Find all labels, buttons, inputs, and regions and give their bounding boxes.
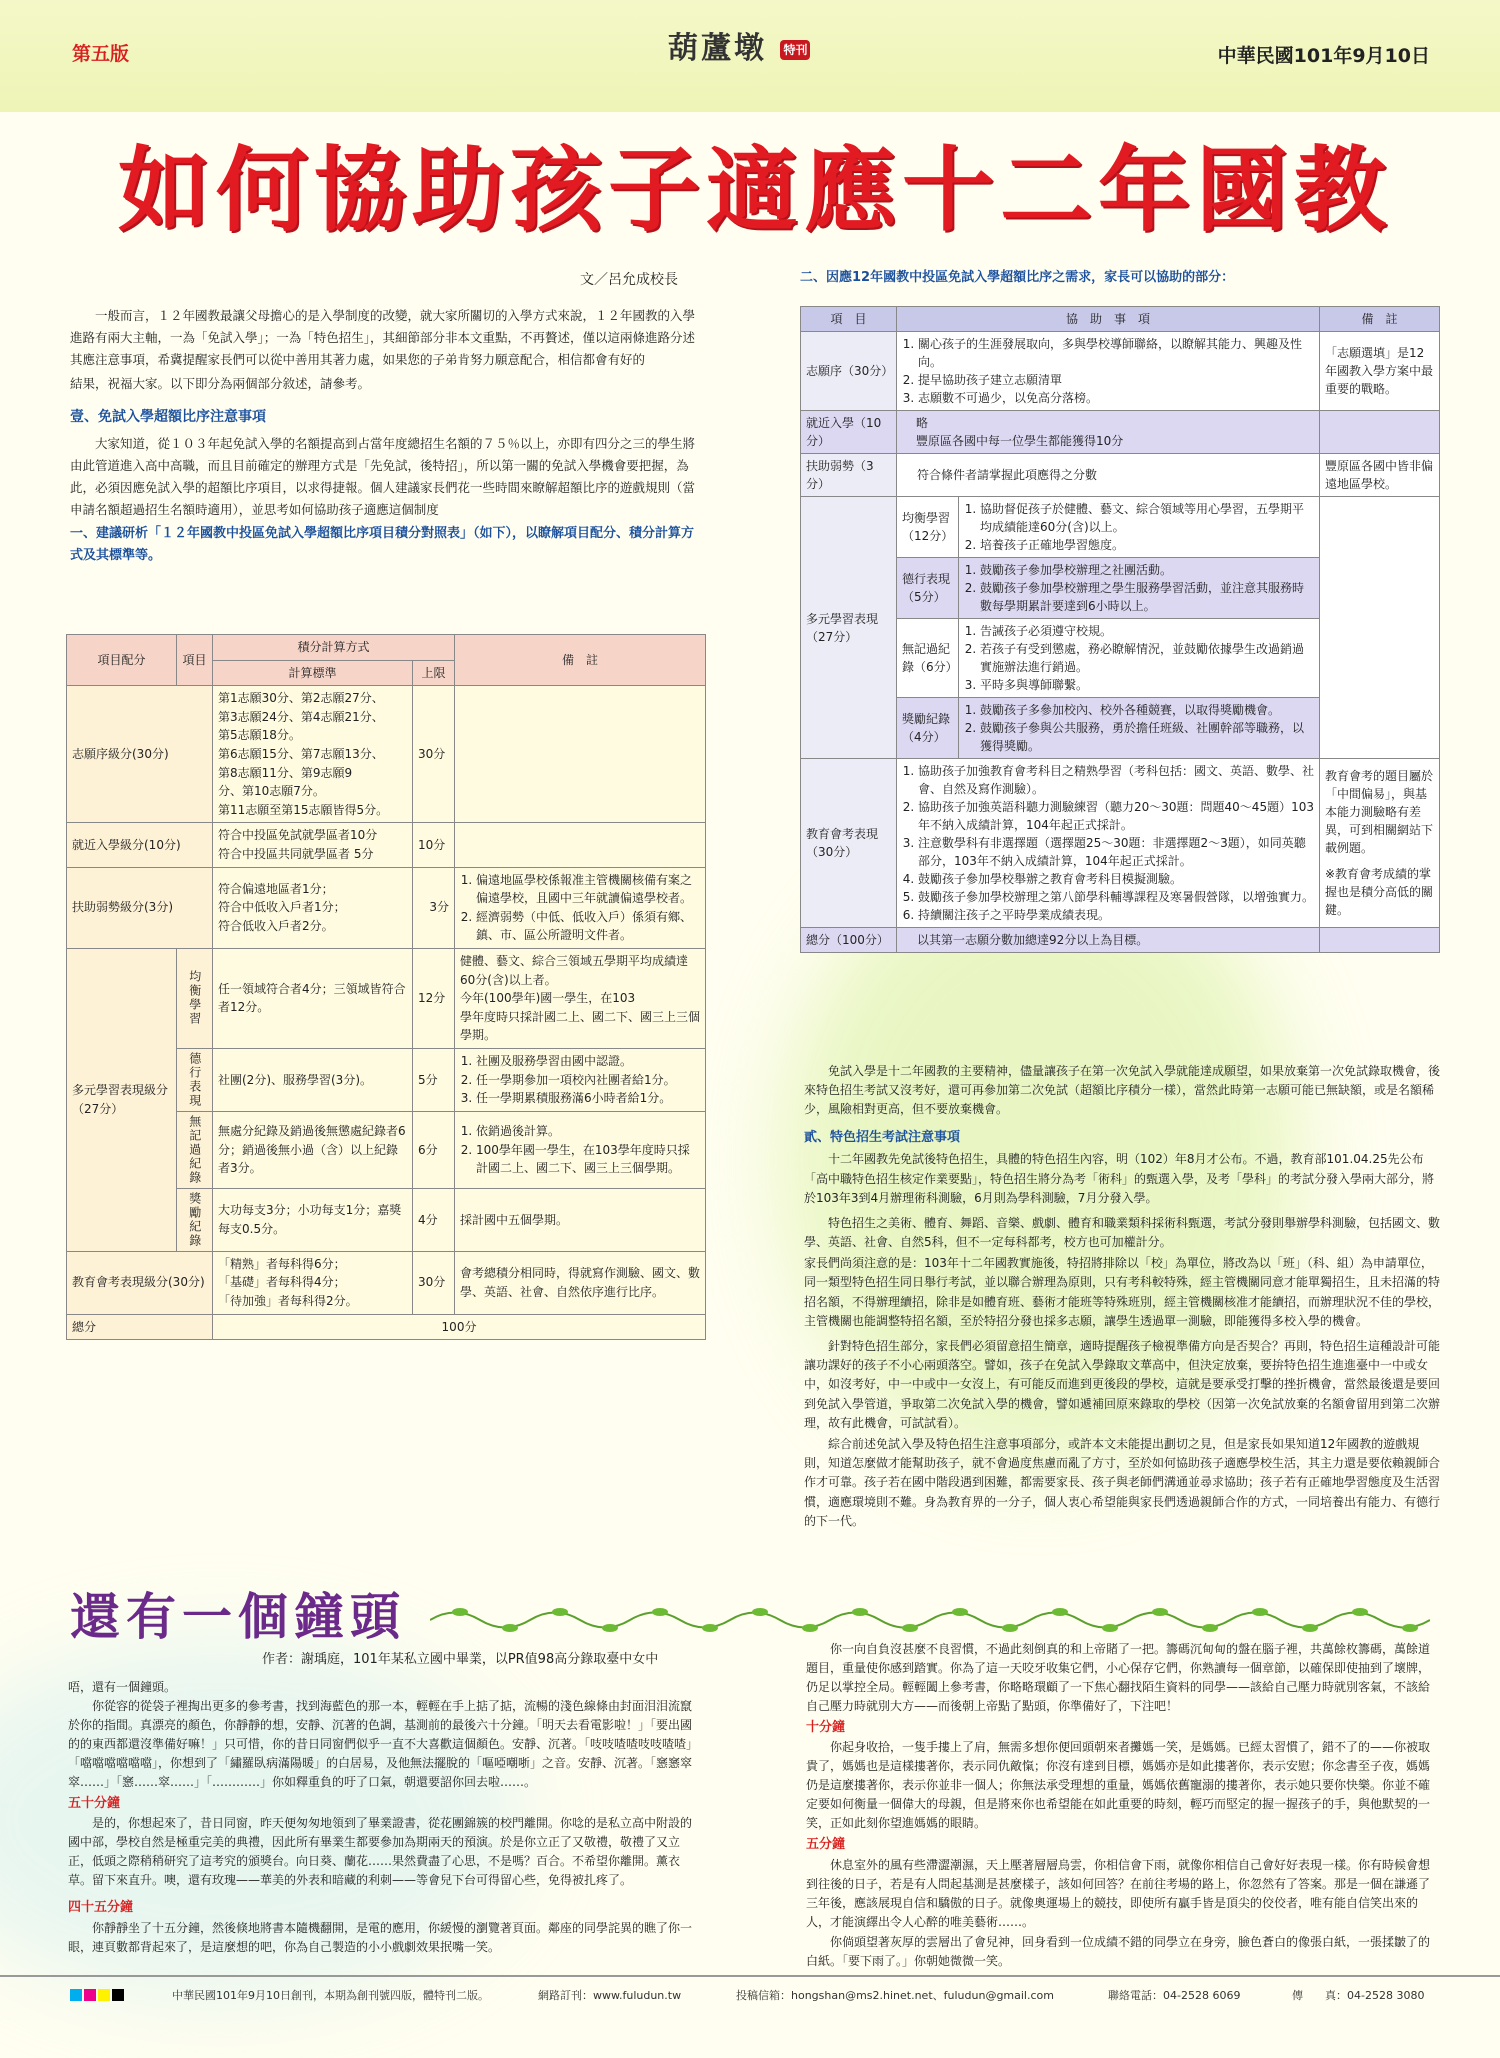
- row-reward-max: 4分: [413, 1188, 455, 1251]
- std-line: 第6志願15分、第7志願13分、: [218, 746, 384, 761]
- row-nearby-standard: [213, 823, 413, 867]
- row-total-label: 總分: [67, 1314, 213, 1340]
- section-1-title: 壹、免試入學超額比序注意事項: [70, 408, 266, 425]
- assist-item: 6. 持續關注孩子之平時學業成績表現。: [918, 906, 1314, 924]
- row-nearby-label: 就近入學級分(10分): [67, 823, 213, 867]
- left-column: [70, 305, 700, 568]
- row-preference-label: 志願序（30分）: [801, 332, 897, 411]
- assist-item: 1. 鼓勵孩子多參加校內、校外各種競賽，以取得獎勵機會。: [980, 701, 1314, 719]
- row-nearby-label: 就近入學（10分）: [801, 411, 897, 454]
- edition-label: 第五版: [72, 43, 130, 65]
- right-section-title: 二、因應12年國教中投區免試入學超額比序之需求，家長可以協助的部分：: [800, 270, 1235, 285]
- row-nearby-max: 10分: [413, 823, 455, 867]
- assist-item: 2. 提早協助孩子建立志願清單: [918, 371, 1314, 389]
- nearby-line: 豐原區各國中每一位學生都能獲得10分: [916, 434, 1124, 448]
- row-nearby-text: [897, 411, 1320, 454]
- sub-conduct: 德行表現（5分）: [897, 558, 959, 619]
- essay-paragraph: 你靜靜坐了十五分鐘，然後倏地將書本隨機翻開，是電的應用，你緩慢的瀏覽著頁面。鄰座的同學詫異的瞧了你一眼，連頁數都背起來了，是這麼想的吧，你為自己製造的小小戲劇效果抿嘴一笑。: [68, 1920, 693, 1954]
- assist-item: 5. 鼓勵孩子參加學校辦理之第八節學科輔導課程及寒暑假營隊，以增強實力。: [918, 888, 1314, 906]
- row-reward-standard: 大功每支3分；小功每支1分；嘉獎每支0.5分。: [213, 1188, 413, 1251]
- footer-founding: 中華民國101年9月10日創刊，本期為創刊號四版，體特刊二版。: [172, 1989, 489, 2002]
- assist-item: 1. 關心孩子的生涯發展取向，多與學校導師聯絡，以瞭解其能力、興趣及性向。: [918, 335, 1314, 371]
- std-line: 第3志願24分、第4志願21分、: [218, 709, 384, 724]
- nearby-line: 略: [916, 416, 929, 430]
- row-no-demerit-note: [455, 1111, 706, 1188]
- row-disadvantaged-label: 扶助弱勢（3分）: [801, 454, 897, 497]
- assist-item: 1. 協助督促孩子於健體、藝文、綜合領域等用心學習，五學期平均成績能達60分(含)以上。: [980, 500, 1314, 536]
- note-item: 學年度時只採計國二上、國二下、國三上三個學期。: [460, 1009, 701, 1043]
- row-exam-label: 教育會考表現（30分）: [801, 759, 897, 928]
- note-item: 1. 偏遠地區學校係報准主管機關核備有案之偏遠學校，且國中三年就讀偏遠學校者。: [476, 871, 700, 908]
- row-conduct-max: 5分: [413, 1048, 455, 1111]
- color-square-magenta: [84, 1989, 96, 2001]
- th-note: 備 註: [455, 635, 706, 686]
- th-calc: 積分計算方式: [213, 635, 455, 661]
- th-assist: 協 助 事 項: [897, 307, 1320, 332]
- std-line: 第11志願至第15志願皆得5分。: [218, 802, 389, 817]
- right-paragraph-3: 特色招生之美術、體育、舞蹈、音樂、戲劇、體育和職業類科採術科甄選，考試分發則舉辦學科測驗，包括國文、數學、英語、社會、自然5科，但不一定每科都考，校方也可加權計分。: [804, 1215, 1441, 1250]
- footer-fax: 傳 真：04-2528 3080: [1292, 1989, 1425, 2002]
- row-preference-note: 「志願選填」是12年國教入學方案中最重要的戰略。: [1320, 332, 1440, 411]
- special-issue-badge: 特刊: [780, 40, 810, 61]
- sub-reward: 獎勵紀錄（4分）: [897, 698, 959, 759]
- row-total-value: 100分: [213, 1314, 706, 1340]
- row-balanced-note: [455, 948, 706, 1048]
- essay-paragraph: 你倘頭望著灰厚的雲層出了會兒神，回身看到一位成績不錯的同學立在身旁，臉色蒼白的像張白紙，一張揉皺了的白紙。「要下雨了。」你朝她微微一笑。: [806, 1935, 1431, 1969]
- essay-line: 唔，還有一個鐘頭。: [68, 1680, 177, 1694]
- sub-conduct-items: [959, 558, 1320, 619]
- row-conduct-standard: 社團(2分)、服務學習(3分)。: [213, 1048, 413, 1111]
- section-2-title: 貳、特色招生考試注意事項: [804, 1129, 961, 1145]
- row-reward-note: 採計國中五個學期。: [455, 1188, 706, 1251]
- assist-item: 3. 平時多與導師聯繫。: [980, 676, 1314, 694]
- row-disadvantaged-text: 符合條件者請掌握此項應得之分數: [897, 454, 1320, 497]
- row-preference-standard: [213, 686, 413, 823]
- color-square-cyan: [70, 1989, 82, 2001]
- assist-item: 2. 鼓勵孩子參加學校辦理之學生服務學習活動，並注意其服務時數每學期累計要達到6小時以上。: [980, 579, 1314, 615]
- note-item: 3. 任一學期累積服務滿6小時者給1分。: [476, 1089, 700, 1108]
- masthead-title: 葫蘆墩: [668, 31, 767, 66]
- row-disadvantaged-note: [455, 867, 706, 948]
- th-standard: 計算標準: [213, 660, 413, 686]
- essay-byline: 作者：謝瑀庭，101年某私立國中畢業，以PR值98高分錄取臺中女中: [262, 1652, 659, 1667]
- std-line: 「精熟」者每科得6分；: [218, 1256, 346, 1271]
- sub-reward-items: [959, 698, 1320, 759]
- essay-subheading: 五分鐘: [806, 1837, 846, 1853]
- row-reward-sub: 獎勵紀錄: [177, 1188, 213, 1251]
- std-line: 符合中低收入戶者1分；: [218, 900, 346, 915]
- intro-paragraph-2: 結果，祝福大家。以下即分為兩個部分敘述，請參考。: [70, 375, 371, 391]
- note-item: 健體、藝文、綜合三領域五學期平均成績達60分(含)以上者。: [460, 953, 689, 987]
- right-paragraph-6: 綜合前述免試入學及特色招生注意事項部分，或許本文未能提出劃切之見，但是家長如果知道12年國教的遊戲規則，知道怎麼做才能幫助孩子，就不會過度焦慮而亂了方寸，至於如何協助孩子適應學校生活，其主力還是要依賴親師合作才可靠。孩子若在國中階段遇到困難，都需要家長、孩子與老師們溝通並尋求協助；孩子若有正確地學習態度及生活習慣，適應環境則不難。身為教育界的一分子，個人衷心希望能與家長們透過親師合作的方式，一同培養出有能力、有德行的下一代。: [804, 1436, 1441, 1528]
- row-preference-max: 30分: [413, 686, 455, 823]
- row-no-demerit-max: 6分: [413, 1111, 455, 1188]
- essay-subheading: 四十五分鐘: [68, 1900, 134, 1916]
- section-1-paragraph: 大家知道，從１０３年起免試入學的名額提高到占當年度總招生名額的７５％以上，亦即有四分之三的學生將由此管道進入高中高職，而且目前確定的辦理方式是「先免試，後特招」，所以第一關的免試入學機會要把握，為此，必須因應免試入學的超額比序項目，以求得捷報。個人建議家長們花一些時間來瞭解超額比序的遊戲規則（當申請名額超過招生名額時適用），並思考如何協助孩子適應這個制度: [70, 436, 696, 517]
- std-line: 第8志願11分、第9志願9: [218, 765, 353, 780]
- headline: 如何協助孩子適應十二年國教: [117, 137, 1392, 244]
- std-line: 符合低收入戶者2分。: [218, 919, 334, 934]
- right-paragraph-4: 家長們尚須注意的是：103年十二年國教實施後，特招將排除以「校」為單位，將改為以「班」（科、組）為申請單位，同一類型特色招生同日舉行考試，並以聯合辦理為原則，只有考科較特殊，經主管機關同意才能單獨招生，且未招滿的特招名額，不得辦理續招，除非是如體育班、藝術才能班等特殊班別，經主管機關核准才能續招，而辦理狀況不佳的學校，主管機關也能調整特招名額，至於特招分發也採多志願，讓學生透過單一測驗，即能獲得多校入學的機會。: [804, 1256, 1441, 1328]
- row-disadvantaged-standard: [213, 867, 413, 948]
- right-paragraph-2: 十二年國教先免試後特色招生，具體的特色招生內容，明（102）年8月才公布。不過，教育部101.04.25先公布「高中職特色招生核定作業要點」，特色招生將分為考「術科」的甄選入學，及考「學科」的考試分發入學兩大部分，將於103年3到4月辦理術科測驗，6月則為學科測驗，7月分發入學。: [804, 1152, 1435, 1205]
- row-multi-label: 多元學習表現（27分）: [801, 497, 897, 759]
- row-no-demerit-sub: 無記過紀錄: [177, 1111, 213, 1188]
- th-max: 上限: [413, 660, 455, 686]
- vine-decoration: [430, 1600, 1430, 1640]
- row-conduct-sub: 德行表現: [177, 1048, 213, 1111]
- row-disadvantaged-max: 3分: [413, 867, 455, 948]
- row-exam-items: [897, 759, 1320, 928]
- essay-title: 還有一個鐘頭: [70, 1587, 406, 1646]
- note-item: 1. 社團及服務學習由國中認證。: [476, 1052, 700, 1071]
- row-conduct-note: [455, 1048, 706, 1111]
- std-line: 第1志願30分、第2志願27分、: [218, 691, 384, 706]
- th-item: 項 目: [801, 307, 897, 332]
- std-line: 符合中投區免試就學區者10分: [218, 828, 378, 843]
- intro-paragraph: 一般而言，１２年國教最讓父母擔心的是入學制度的改變，就大家所關切的入學方式來說，１２年國教的入學進路有兩大主軸，一為「免試入學」；一為「特色招生」，其細節部分非本文重點，不再贅述，僅以這兩條進路分述其應注意事項，希冀提醒家長們可以從中善用其著力處，如果您的子弟肯努力願意配合，相信都會有好的: [70, 308, 696, 367]
- score-table: [66, 634, 706, 1340]
- essay-paragraph: 你起身收拾，一隻手摟上了肩，無需多想你便回頭朝來者攤媽一笑，是媽媽。已經太習慣了，錯不了的——你被取貴了，媽媽也是這樣摟著你，表示同仇敵愾；你沒有達到目標，媽媽亦是如此摟著你，表示安慰；你念書至子夜，媽媽仍是這麼摟著你，表示你並非一個人；你無法承受理想的重量，媽媽依舊寵溺的摟著你，表示她只要你快樂。你並不確定要如何衡量一個偉大的母親，但是將來你也希望能在如此重要的時刻，輕巧而堅定的握一握孩子的手，與他默契的一笑，正如此刻你望進媽媽的眼睛。: [806, 1740, 1431, 1831]
- sub-balanced-items: [959, 497, 1320, 558]
- note-item: 2. 100學年國一學生，在103學年度時只採計國二上、國二下、國三上三個學期。: [476, 1141, 700, 1178]
- note-item: 2. 任一學期參加一項校內社團者給1分。: [476, 1071, 700, 1090]
- essay-paragraph: 你從容的從袋子裡掏出更多的參考書，找到海藍色的那一本，輕輕在手上掂了掂，流暢的淺色線條由封面泪泪流竄於你的指間。真漂亮的顏色，你靜靜的想，安靜、沉著的色調，基測前的最後六十分鐘。「明天去看電影啦！」「要出國的的東西都還沒準備好嘛！」只可惜，你的昔日同窗們似乎一直不大喜歡這個顏色。安靜、沉著。「吱吱喳喳吱吱喳喳」「噹噹噹噹噹噹」，你想到了「繡羅臥病滿陽暖」的白居易，及他無法擺脫的「嘔啞嘲哳」之音。安靜、沉著。「窸窸窣窣……」「窸……窣……」「…………」你如釋重負的吁了口氣，朝還要詔你回去啦……。: [68, 1698, 699, 1789]
- row-no-demerit-standard: 無處分紀錄及銷過後無懲處紀錄者6分；銷過後無小過（含）以上紀錄者3分。: [213, 1111, 413, 1188]
- essay-paragraph: 休息室外的風有些滯澀潮濕，天上壓著層層烏雲，你相信會下雨，就像你相信自己會好好表現一樣。你有時候會想到往後的日子，若是有人問起基測是甚麼樣子，該如何回答？在前往考場的路上，你忽然有了答案。那是一個在謙遜了三年後，應該展現自信和驕傲的日子。就像奧運場上的競技，即使所有贏手皆是頂尖的佼佼者，唯有能自信笑出來的人，才能演繹出令人心醉的唯美藝術……。: [806, 1857, 1431, 1929]
- std-line: 分、第10志願7分。: [218, 784, 325, 799]
- assist-item: 2. 鼓勵孩子參與公共服務，勇於擔任班級、社團幹部等職務，以獲得獎勵。: [980, 719, 1314, 755]
- row-balanced-max: 12分: [413, 948, 455, 1048]
- assist-item: 1. 鼓勵孩子參加學校辦理之社團活動。: [980, 561, 1314, 579]
- row-balanced-sub: 均衡學習: [177, 948, 213, 1048]
- row-exam-standard: [213, 1251, 413, 1314]
- assist-item: 2. 培養孩子正確地學習態度。: [980, 536, 1314, 554]
- row-exam-max: 30分: [413, 1251, 455, 1314]
- note-line: ※教育會考成績的掌握也是積分高低的關鍵。: [1325, 867, 1434, 917]
- th-note: 備 註: [1320, 307, 1440, 332]
- sub-balanced: 均衡學習（12分）: [897, 497, 959, 558]
- assist-item: 2. 協助孩子加強英語科聽力測驗練習（聽力20～30題：問題40～45題）103年不納入成績計算，104年起正式採計。: [918, 798, 1314, 834]
- right-paragraph-5: 針對特色招生部分，家長們必須留意招生簡章，適時提醒孩子檢視準備方向是否契合？再則，特色招生這種設計可能讓功課好的孩子不小心兩頭落空。譬如，孩子在免試入學錄取文華高中，但決定放棄，要拚特色招生進進臺中一中或女中，如沒考好，中一中或中一女沒上，有可能反而進到更後段的學校，這就是要承受打擊的挫折機會，當然最後還是要回到免試入學管道，爭取第二次免試入學的機會，譬如遞補回原來錄取的學校（因第一次免試放棄的名額會留用到第二次辦理，故有此機會，可試試看）。: [804, 1339, 1441, 1430]
- std-line: 第5志願18分。: [218, 728, 301, 743]
- assist-item: 4. 鼓勵孩子參加學校舉辦之教育會考科目模擬測驗。: [918, 870, 1314, 888]
- row-disadvantaged-note: 豐原區各國中皆非偏遠地區學校。: [1320, 454, 1440, 497]
- note-line: 教育會考的題目屬於「中間偏易」，與基本能力測驗略有差異，可到相關網站下載例題。: [1325, 769, 1434, 855]
- row-total-note: [1320, 928, 1440, 953]
- author-byline: 文／呂允成校長: [580, 272, 678, 288]
- row-nearby-note: [1320, 411, 1440, 454]
- sub-no-demerit: 無記過紀錄（6分）: [897, 619, 959, 698]
- row-preference-note: [455, 686, 706, 823]
- row-exam-label: 教育會考表現級分(30分): [67, 1251, 213, 1314]
- essay-paragraph: 你一向自負沒甚麼不良習慣，不過此刻倒真的和上帝賭了一把。籌碼沉甸甸的盤在腦子裡，共萬餘枚籌碼，萬餘道題目，重量使你感到踏實。你為了這一天咬牙收集它們，小心保存它們，你熟讀每一個章節，以確保即使抽到了壞牌，仍足以掌控全局。輕輕闔上參考書，你略略環顧了一下焦心翻找陌生資料的同學——該給自己壓力時就別客氣，不該給自己壓力時就別大方——而後朝上帝點了點頭，你準備好了，下注吧！: [806, 1642, 1431, 1713]
- color-square-yellow: [98, 1989, 110, 2001]
- page-header: [0, 0, 1500, 112]
- row-preference-label: 志願序級分(30分): [67, 686, 213, 823]
- row-multi-label: 多元學習表現級分（27分）: [67, 948, 177, 1251]
- std-line: 符合中投區共同就學區者 5分: [218, 846, 374, 861]
- sub-no-demerit-items: [959, 619, 1320, 698]
- footer-website: 網路訂刊：www.fuludun.tw: [538, 1989, 682, 2002]
- essay-paragraph: 是的，你想起來了，昔日同窗，昨天便匆匆地領到了畢業證書，從花團錦簇的校門離開。你唸的是私立高中附設的國中部，學校自然是極重完美的典禮，因此所有畢業生都要參加為期兩天的預演。於是你立正了又敬禮，敬禮了又立正，低頭之際稍稍研究了這考究的頒獎台。向日葵、蘭花……果然費盡了心思，不是嗎？百合。不希望你離開。薰衣草。留下來直升。噢，還有玫瑰——華美的外表和暗藏的利刺——等會兒下台可得留心些，免得被扎疼了。: [68, 1816, 693, 1888]
- note-item: 1. 依銷過後計算。: [476, 1122, 700, 1141]
- essay-subheading: 五十分鐘: [68, 1795, 121, 1811]
- assist-item: 3. 志願數不可過少，以免高分落榜。: [918, 389, 1314, 407]
- std-line: 「待加強」者每科得2分。: [218, 1294, 358, 1309]
- right-paragraph-1: 免試入學是十二年國教的主要精神，儘量讓孩子在第一次免試入學就能達成願望，如果放棄第一次免試錄取機會，後來特色招生考試又沒考好，還可再參加第二次免試（超額比序積分一樣），當然此時第一志願可能已無缺額，或是名額稀少，風險相對更高，但不要放棄機會。: [804, 1064, 1441, 1117]
- std-line: 符合偏遠地區者1分；: [218, 881, 334, 896]
- assist-item: 1. 告誡孩子必須遵守校規。: [980, 622, 1314, 640]
- row-exam-note: 會考總積分相同時，得就寫作測驗、國文、數學、英語、社會、自然依序進行比序。: [455, 1251, 706, 1314]
- row-total-label: 總分（100分）: [801, 928, 897, 953]
- masthead: [668, 26, 810, 73]
- footer-phone: 聯絡電話：04-2528 6069: [1108, 1989, 1241, 2002]
- assist-item: 2. 若孩子有受到懲處，務必瞭解情況，並鼓勵依據學生改過銷過實施辦法進行銷過。: [980, 640, 1314, 676]
- th-item: 項目: [177, 635, 213, 686]
- row-multi-note: [1320, 497, 1440, 759]
- assist-item: 3. 注意數學科有非選擇題（選擇題25～30題：非選擇題2～3題），如同英聽部分，103年不納入成績計算，104年起正式採計。: [918, 834, 1314, 870]
- th-item-score: 項目配分: [67, 635, 177, 686]
- row-total-text: 以其第一志願分數加總達92分以上為目標。: [897, 928, 1320, 953]
- essay-left-column: [68, 1678, 700, 1959]
- right-column-text: [804, 1062, 1440, 1533]
- note-item: 2. 經濟弱勢（中低、低收入戶）係須有鄉、鎮、市、區公所證明文件者。: [476, 908, 700, 945]
- row-exam-note: [1320, 759, 1440, 928]
- row-balanced-standard: 任一領域符合者4分；三領域皆符合者12分。: [213, 948, 413, 1048]
- essay-subheading: 十分鐘: [806, 1719, 846, 1735]
- row-disadvantaged-label: 扶助弱勢級分(3分): [67, 867, 213, 948]
- essay-right-column: [806, 1640, 1436, 1973]
- std-line: 「基礎」者每科得4分；: [218, 1275, 346, 1290]
- row-nearby-note: [455, 823, 706, 867]
- section-1-item-1: 一、建議研析「１２年國教中投區免試入學超額比序項目積分對照表」（如下），以瞭解項目配分、積分計算方式及其標準等。: [70, 525, 695, 564]
- assist-table: [800, 306, 1440, 953]
- footer-email: 投稿信箱：hongshan@ms2.hinet.net、fuludun@gmail.com: [736, 1989, 1054, 2002]
- assist-item: 1. 協助孩子加強教育會考科目之精熟學習（考科包括：國文、英語、數學、社會、自然及寫作測驗）。: [918, 762, 1314, 798]
- color-square-black: [112, 1989, 124, 2001]
- page-footer: [0, 1975, 1500, 2015]
- note-item: 今年(100學年)國一學生，在103: [460, 991, 636, 1006]
- row-preference-items: [897, 332, 1320, 411]
- publish-date: 中華民國101年9月10日: [1217, 45, 1430, 67]
